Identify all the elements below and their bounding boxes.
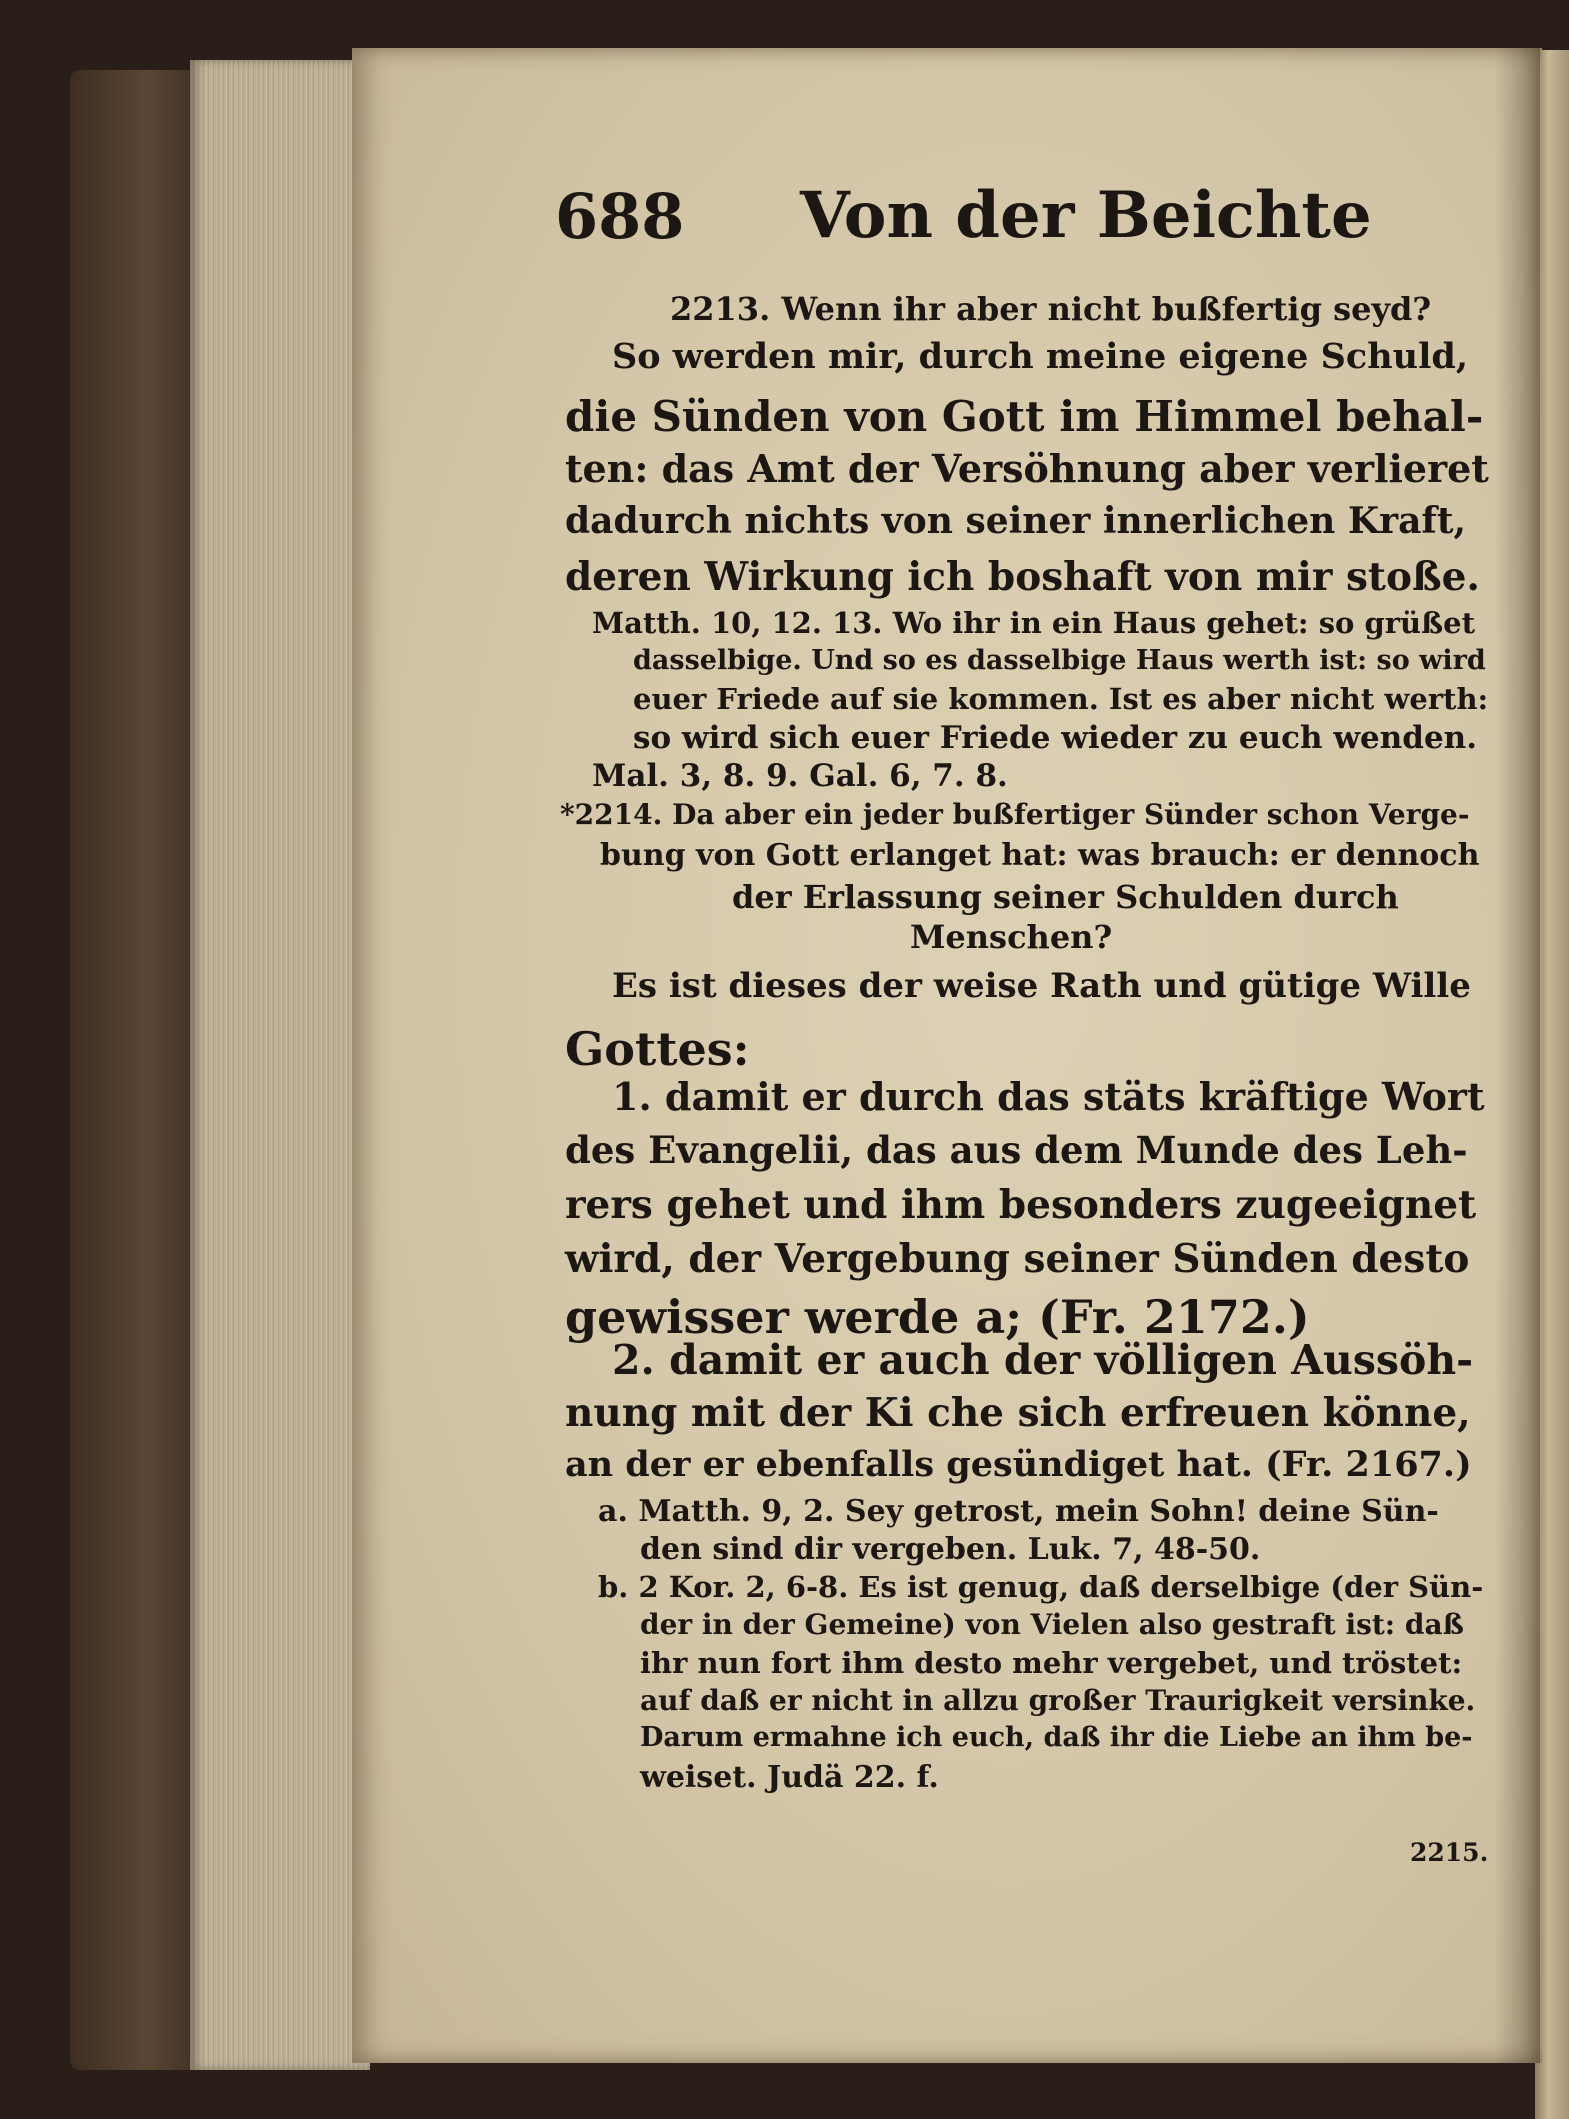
- footnote-line: Darum ermahne ich euch, daß ihr die Liebe an ihm be-: [640, 1722, 1473, 1753]
- answer-2214-line: 2. damit er auch der völligen Aussöh-: [612, 1336, 1474, 1384]
- scripture-2213-line: dasselbige. Und so es dasselbige Haus werth ist: so wird: [633, 645, 1486, 676]
- footnote-line: den sind dir vergeben. Luk. 7, 48-50.: [640, 1532, 1261, 1567]
- scripture-2213-line: Mal. 3, 8. 9. Gal. 6, 7. 8.: [592, 758, 1008, 794]
- catchword: 2215.: [1410, 1838, 1489, 1867]
- answer-2214-line: 1. damit er durch das stäts kräftige Wort: [612, 1074, 1485, 1119]
- page-stack-edges: [190, 60, 370, 2070]
- question-2214-heading: der Erlassung seiner Schulden durch: [732, 878, 1399, 916]
- question-2214-heading: *2214. Da aber ein jeder bußfertiger Sünder schon Verge-: [560, 798, 1470, 831]
- answer-2214-line: rers gehet und ihm besonders zugeeignet: [565, 1182, 1477, 1228]
- answer-2214-line: des Evangelii, das aus dem Munde des Leh-: [565, 1128, 1468, 1172]
- answer-2214-line: an der er ebenfalls gesündiget hat. (Fr. 2167.): [565, 1444, 1472, 1485]
- footnote-line: auf daß er nicht in allzu großer Traurigkeit versinke.: [640, 1684, 1476, 1717]
- scripture-2213-line: so wird sich euer Friede wieder zu euch wenden.: [633, 720, 1478, 756]
- question-2214-heading: bung von Gott erlanget hat: was brauch: er dennoch: [600, 838, 1480, 873]
- question-2213-heading: 2213. Wenn ihr aber nicht bußfertig seyd?: [670, 290, 1432, 328]
- answer-2213-line: die Sünden von Gott im Himmel behal-: [565, 392, 1484, 441]
- scripture-2213-line: Matth. 10, 12. 13. Wo ihr in ein Haus gehet: so grüßet: [592, 606, 1476, 640]
- answer-2214-line: nung mit der Ki che sich erfreuen könne,: [565, 1390, 1471, 1436]
- answer-2214-line: gewisser werde a; (Fr. 2172.): [565, 1290, 1310, 1344]
- footnote-line: der in der Gemeine) von Vielen also gestraft ist: daß: [640, 1608, 1464, 1641]
- gutter-shadow: [1495, 48, 1540, 2063]
- answer-2214-line: Es ist dieses der weise Rath und gütige Wille: [612, 966, 1471, 1006]
- footnote-line: weiset. Judä 22. f.: [640, 1760, 939, 1795]
- answer-2213-line: So werden mir, durch meine eigene Schuld,: [612, 336, 1469, 377]
- answer-2214-line: wird, der Vergebung seiner Sünden desto: [565, 1236, 1470, 1282]
- page-number: 688: [555, 180, 685, 253]
- running-title: Von der Beichte: [800, 178, 1372, 253]
- footnote-line: a. Matth. 9, 2. Sey getrost, mein Sohn! deine Sün-: [598, 1494, 1439, 1529]
- footnote-line: ihr nun fort ihm desto mehr vergebet, und tröstet:: [640, 1646, 1463, 1680]
- answer-2213-line: dadurch nichts von seiner innerlichen Kraft,: [565, 500, 1467, 542]
- answer-2213-line: deren Wirkung ich boshaft von mir stoße.: [565, 554, 1480, 600]
- answer-2213-line: ten: das Amt der Versöhnung aber verlieret: [565, 446, 1489, 491]
- scripture-2213-line: euer Friede auf sie kommen. Ist es aber nicht werth:: [633, 682, 1489, 716]
- footnote-line: b. 2 Kor. 2, 6-8. Es ist genug, daß derselbige (der Sün-: [598, 1570, 1484, 1604]
- question-2214-heading: Menschen?: [910, 918, 1113, 956]
- answer-2214-line: Gottes:: [565, 1022, 750, 1076]
